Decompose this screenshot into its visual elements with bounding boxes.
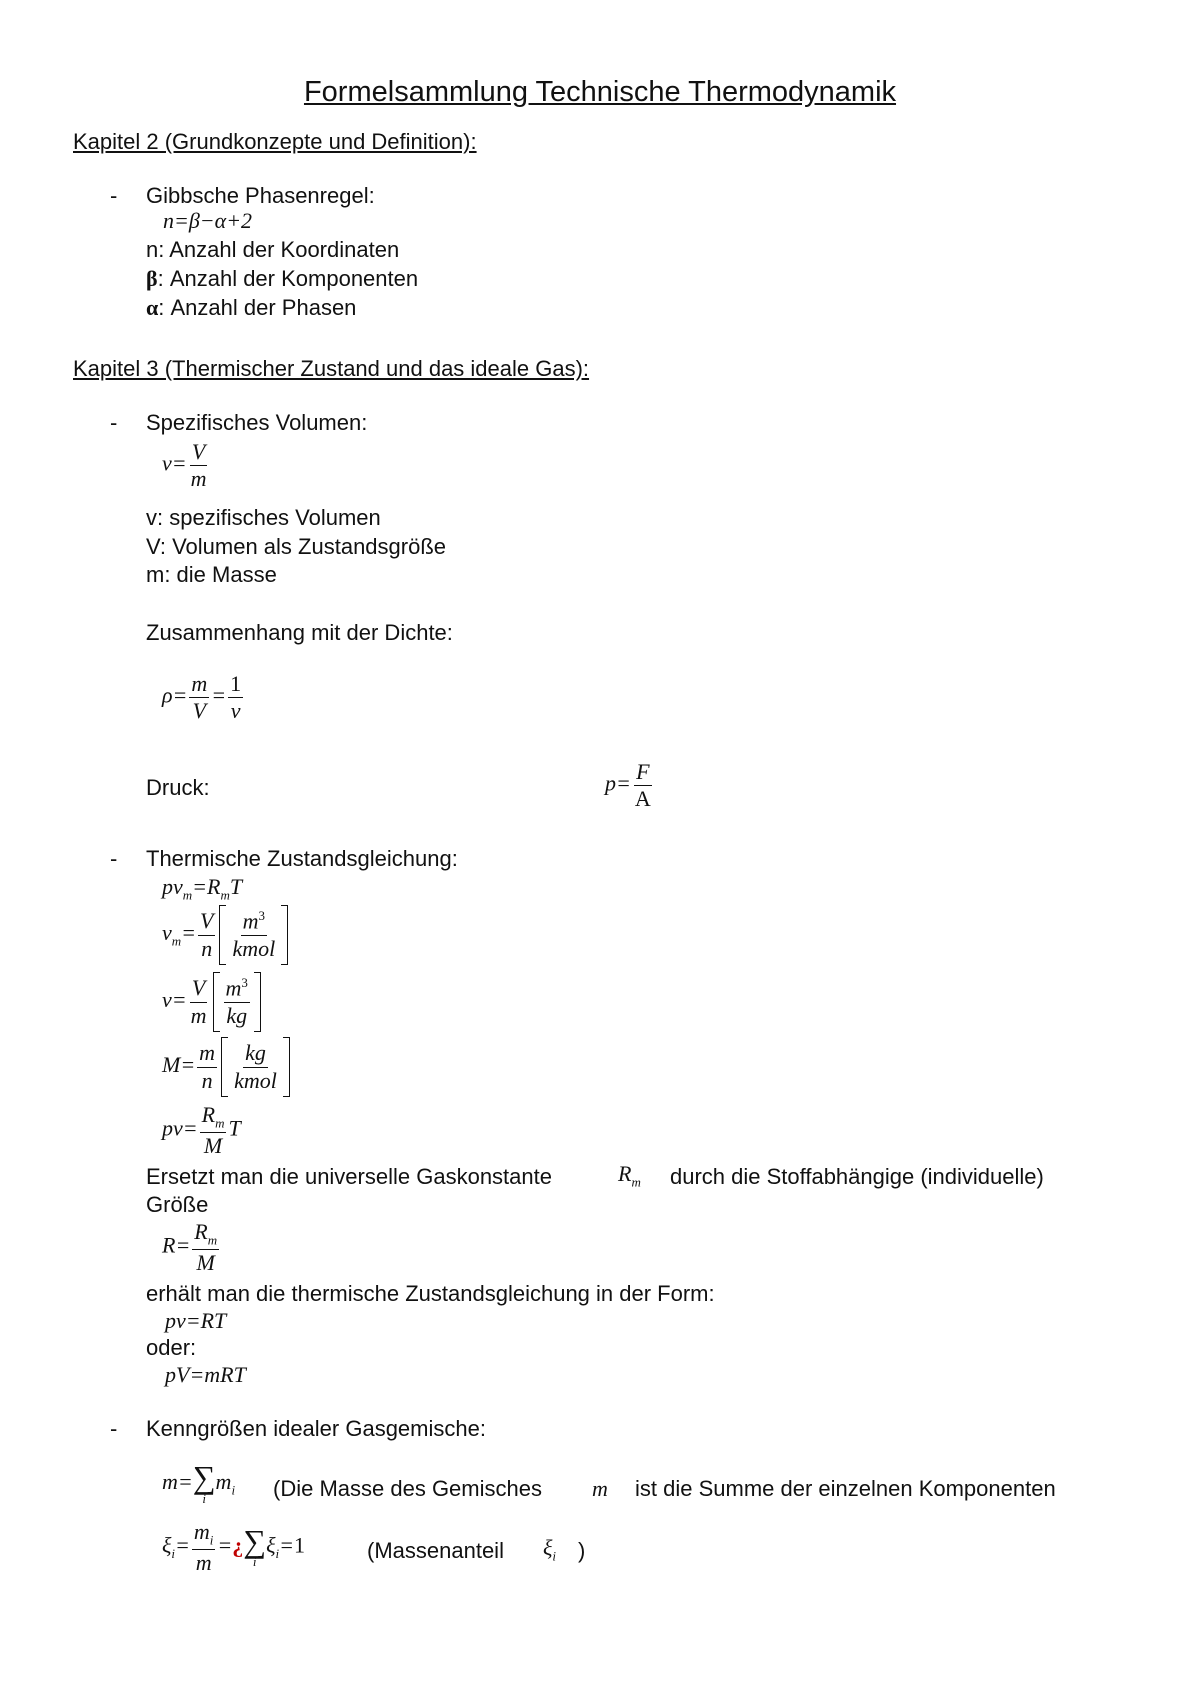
symbol-Rm: $R_m$ <box>618 1161 641 1190</box>
symbol-xi: $\xi_i$ <box>543 1535 557 1564</box>
def-alpha: α: Anzahl der Phasen <box>146 295 357 320</box>
mix-text-b: ist die Summe der einzelnen Komponenten <box>635 1476 1056 1501</box>
page-title: Formelsammlung Technische Thermodynamik <box>303 76 897 108</box>
density-label: Zusammenhang mit der Dichte: <box>146 620 453 645</box>
gibbs-formula: n=β−α+2 <box>163 208 253 233</box>
formula-vm: $v_m=$ $\frac{V}{n}$ $\frac{m^3}{\text{kmol}}$ <box>162 905 290 965</box>
list-dash: - <box>110 1416 118 1441</box>
form-text: erhält man die thermische Zustandsgleichung in der Form: <box>146 1281 715 1306</box>
mix-text-a: (Die Masse des Gemisches <box>273 1476 542 1501</box>
chapter-2-heading: Kapitel 2 (Grundkonzepte und Definition): <box>73 129 477 154</box>
formula-pvm: $pv_m=R_mT$ <box>162 874 243 903</box>
mass-fraction-text: (Massenanteil <box>367 1538 504 1563</box>
list-dash: - <box>110 846 118 871</box>
mass-fraction-close: ) <box>578 1538 586 1563</box>
formula-mass-fraction: $\xi_i=$ $\frac{m_i}{m}$ =¿ ∑ i $\xi_i=1$ <box>162 1519 305 1575</box>
formula-M: M= $\frac{m}{n}$ $\frac{kg}{\text{kmol}}$ <box>162 1037 292 1097</box>
pressure-formula: p= $\frac{F}{A}$ <box>605 759 651 812</box>
formula-pv-Rm-M: pv= $\frac{R_m}{M}$ T <box>162 1102 241 1158</box>
replace-text-b: durch die Stoffabhängige (individuelle) <box>670 1164 1044 1189</box>
oder-text: oder: <box>146 1335 197 1360</box>
def-m: m: die Masse <box>146 562 277 587</box>
formula-pVmRT: pV=mRT <box>165 1362 246 1387</box>
state-equation-label: Thermische Zustandsgleichung: <box>146 846 458 871</box>
formula-pvRT: pv=RT <box>165 1308 227 1333</box>
replace-text-c: Größe <box>146 1192 209 1217</box>
list-dash: - <box>110 183 118 208</box>
def-v: v: spezifisches Volumen <box>146 505 381 530</box>
list-dash: - <box>110 410 118 435</box>
formula-v: v= $\frac{V}{m}$ $\frac{m^3}{kg}$ <box>162 972 263 1032</box>
def-beta: β: Anzahl der Komponenten <box>146 266 419 291</box>
formula-mass-sum: m= ∑ i $m_i$ <box>162 1459 236 1506</box>
chapter-3-heading: Kapitel 3 (Thermischer Zustand und das ideale Gas): <box>73 356 590 381</box>
replace-text-a: Ersetzt man die universelle Gaskonstante <box>146 1164 552 1189</box>
def-V: V: Volumen als Zustandsgröße <box>146 534 447 559</box>
gibbs-label: Gibbsche Phasenregel: <box>146 183 375 208</box>
density-formula: ρ= $\frac{m}{V}$ = $\frac{1}{v}$ <box>162 671 242 724</box>
pressure-label: Druck: <box>146 775 210 800</box>
spec-volume-formula: v= $\frac{V}{m}$ <box>162 439 207 492</box>
def-n: n: Anzahl der Koordinaten <box>146 237 400 262</box>
symbol-m: m <box>592 1476 608 1501</box>
spec-volume-label: Spezifisches Volumen: <box>146 410 368 435</box>
formula-R: R= $\frac{R_m}{M}$ <box>162 1219 218 1275</box>
mixture-label: Kenngrößen idealer Gasgemische: <box>146 1416 486 1441</box>
